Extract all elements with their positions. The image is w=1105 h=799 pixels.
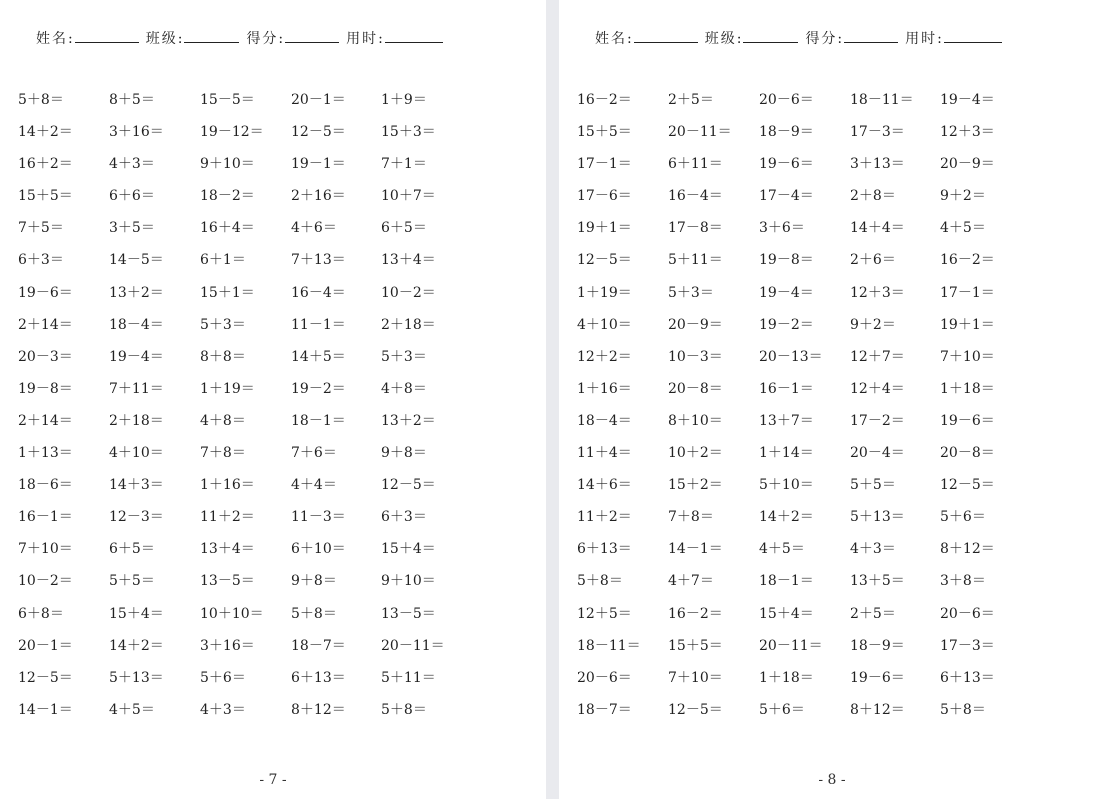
math-problem: 13－5＝ — [200, 573, 255, 590]
math-problem: 1＋19＝ — [200, 380, 255, 397]
math-problem: 6＋1＝ — [200, 252, 246, 269]
math-problem: 20－1＝ — [18, 637, 73, 654]
math-problem: 19－8＝ — [759, 252, 814, 269]
math-problem: 2＋5＝ — [850, 605, 896, 622]
math-problem: 2＋16＝ — [291, 188, 346, 205]
math-problem: 20－13＝ — [759, 348, 823, 365]
math-problem: 5＋3＝ — [381, 348, 427, 365]
time-blank[interactable] — [944, 30, 1002, 43]
page-number: - 7 - — [259, 772, 287, 788]
math-problem: 4＋10＝ — [109, 445, 164, 462]
student-info-header — [36, 28, 450, 48]
math-problem: 18－7＝ — [291, 637, 346, 654]
math-problem: 5＋8＝ — [291, 605, 337, 622]
math-problem: 19－1＝ — [291, 156, 346, 173]
math-problem: 6＋10＝ — [291, 541, 346, 558]
time-blank[interactable] — [385, 30, 443, 43]
math-problem: 11－1＝ — [291, 316, 346, 333]
math-problem: 4＋3＝ — [850, 541, 896, 558]
time-field — [905, 28, 1002, 48]
math-problem: 6＋13＝ — [291, 669, 346, 686]
math-problem: 17－3＝ — [850, 124, 905, 141]
math-problem: 4＋4＝ — [291, 477, 337, 494]
math-problem: 12＋4＝ — [850, 380, 905, 397]
math-problem: 3＋16＝ — [109, 124, 164, 141]
student-info-header — [595, 28, 1009, 48]
math-problem: 1＋19＝ — [577, 284, 632, 301]
math-problem: 13－5＝ — [381, 605, 436, 622]
math-problem: 13＋7＝ — [759, 412, 814, 429]
math-problem: 19－12＝ — [200, 124, 264, 141]
math-problem: 6＋8＝ — [18, 605, 64, 622]
score-blank[interactable] — [285, 30, 339, 43]
score-field — [805, 28, 898, 48]
math-problem: 20－6＝ — [577, 669, 632, 686]
math-problem: 13＋2＝ — [381, 412, 436, 429]
math-problem: 19－2＝ — [759, 316, 814, 333]
math-problem: 14－1＝ — [18, 701, 73, 718]
math-problem: 7＋11＝ — [109, 380, 164, 397]
math-problem: 1＋16＝ — [200, 477, 255, 494]
math-problem: 6＋11＝ — [668, 156, 723, 173]
math-problem: 1＋18＝ — [759, 669, 814, 686]
math-problem: 15＋5＝ — [577, 124, 632, 141]
time-label: 用时: — [346, 31, 385, 47]
math-problem: 7＋8＝ — [668, 509, 714, 526]
math-problem: 4＋7＝ — [668, 573, 714, 590]
math-problem: 19＋1＝ — [940, 316, 995, 333]
math-problem: 12＋2＝ — [577, 348, 632, 365]
math-problem: 5＋11＝ — [381, 669, 436, 686]
math-problem: 19－4＝ — [759, 284, 814, 301]
math-problem: 9＋10＝ — [200, 156, 255, 173]
math-problem: 8＋12＝ — [850, 701, 905, 718]
class-field — [146, 28, 240, 48]
math-problem: 20－11＝ — [668, 124, 732, 141]
math-problem: 15＋3＝ — [381, 124, 436, 141]
class-label: 班级: — [704, 31, 744, 47]
math-problem: 18－4＝ — [577, 412, 632, 429]
math-problem: 15＋1＝ — [200, 284, 255, 301]
math-problem: 17－3＝ — [940, 637, 995, 654]
math-problem: 10－2＝ — [381, 284, 436, 301]
math-problem: 8＋12＝ — [291, 701, 346, 718]
math-problem: 14－1＝ — [668, 541, 723, 558]
math-problem: 11－3＝ — [291, 509, 346, 526]
math-problem: 12－5＝ — [940, 477, 995, 494]
math-problem: 11＋4＝ — [577, 445, 632, 462]
math-problem: 19－6＝ — [940, 412, 995, 429]
math-problem: 5＋5＝ — [850, 477, 896, 494]
math-problem: 14－5＝ — [109, 252, 164, 269]
math-problem: 5＋5＝ — [109, 573, 155, 590]
math-problem: 4＋5＝ — [940, 220, 986, 237]
math-problem: 13＋5＝ — [850, 573, 905, 590]
math-problem: 19－6＝ — [759, 156, 814, 173]
math-problem: 7＋10＝ — [940, 348, 995, 365]
math-problem: 6＋5＝ — [381, 220, 427, 237]
math-problem: 5＋8＝ — [940, 701, 986, 718]
math-problem: 4＋8＝ — [200, 412, 246, 429]
math-problem: 5＋6＝ — [940, 509, 986, 526]
math-problem: 1＋16＝ — [577, 380, 632, 397]
math-problem: 10＋2＝ — [668, 445, 723, 462]
score-label: 得分: — [246, 31, 286, 47]
math-problem: 15＋2＝ — [668, 477, 723, 494]
math-problem: 20－9＝ — [668, 316, 723, 333]
math-problem: 3＋5＝ — [109, 220, 155, 237]
math-problem: 12－3＝ — [109, 509, 164, 526]
math-problem: 18－1＝ — [759, 573, 814, 590]
math-problem: 8＋12＝ — [940, 541, 995, 558]
math-problem: 2＋14＝ — [18, 316, 73, 333]
math-problem: 11＋2＝ — [200, 509, 255, 526]
math-problem: 7＋10＝ — [18, 541, 73, 558]
math-problem: 5＋13＝ — [109, 669, 164, 686]
math-problem: 4＋5＝ — [759, 541, 805, 558]
math-problem: 18－6＝ — [18, 477, 73, 494]
class-label: 班级: — [145, 31, 185, 47]
math-problem: 16－1＝ — [759, 380, 814, 397]
math-problem: 5＋8＝ — [381, 701, 427, 718]
math-problem: 1＋9＝ — [381, 92, 427, 108]
math-problem: 20－8＝ — [940, 445, 995, 462]
math-problem: 9＋2＝ — [850, 316, 896, 333]
math-problem: 3＋8＝ — [940, 573, 986, 590]
math-problem: 18－11＝ — [850, 92, 914, 108]
math-problem: 4＋8＝ — [381, 380, 427, 397]
name-blank[interactable] — [75, 30, 139, 43]
math-problem: 10＋7＝ — [381, 188, 436, 205]
math-problem: 9＋8＝ — [381, 445, 427, 462]
worksheet-page-8 — [559, 0, 1105, 799]
math-problem: 3＋13＝ — [850, 156, 905, 173]
math-problem: 18－7＝ — [577, 701, 632, 718]
math-problem: 19－6＝ — [850, 669, 905, 686]
math-problem: 6＋6＝ — [109, 188, 155, 205]
math-problem: 19－8＝ — [18, 380, 73, 397]
math-problem: 15＋5＝ — [18, 188, 73, 205]
math-problem: 12＋3＝ — [940, 124, 995, 141]
math-problem: 17－1＝ — [577, 156, 632, 173]
math-problem: 20－1＝ — [291, 92, 346, 108]
math-problem: 15－5＝ — [200, 92, 255, 108]
math-problem: 5＋3＝ — [668, 284, 714, 301]
math-problem: 4＋3＝ — [200, 701, 246, 718]
math-problem: 20－4＝ — [850, 445, 905, 462]
math-problem: 18－2＝ — [200, 188, 255, 205]
math-problem: 13＋4＝ — [200, 541, 255, 558]
math-problem: 17－4＝ — [759, 188, 814, 205]
math-problem: 15＋4＝ — [759, 605, 814, 622]
math-problem: 1＋13＝ — [18, 445, 73, 462]
math-problem: 10＋10＝ — [200, 605, 264, 622]
math-problem: 16－2＝ — [577, 92, 632, 108]
math-problem: 19＋1＝ — [577, 220, 632, 237]
math-problem: 19－4＝ — [940, 92, 995, 108]
math-problem: 15＋5＝ — [668, 637, 723, 654]
math-problem: 6＋5＝ — [109, 541, 155, 558]
name-field — [36, 28, 139, 48]
math-problem: 12＋3＝ — [850, 284, 905, 301]
math-problem: 11＋2＝ — [577, 509, 632, 526]
math-problem: 16－4＝ — [291, 284, 346, 301]
math-problem: 20－6＝ — [759, 92, 814, 108]
math-problem: 18－9＝ — [759, 124, 814, 141]
math-problem: 5＋11＝ — [668, 252, 723, 269]
math-problem: 14＋4＝ — [850, 220, 905, 237]
class-field — [705, 28, 799, 48]
math-problem: 18－11＝ — [577, 637, 641, 654]
math-problem: 7＋8＝ — [200, 445, 246, 462]
math-problem: 6＋3＝ — [381, 509, 427, 526]
math-problem: 20－6＝ — [940, 605, 995, 622]
math-problem: 16－4＝ — [668, 188, 723, 205]
class-blank[interactable] — [743, 30, 798, 43]
math-problem: 5＋6＝ — [759, 701, 805, 718]
math-problem: 5＋3＝ — [200, 316, 246, 333]
math-problem: 6＋13＝ — [577, 541, 632, 558]
math-problem: 6＋3＝ — [18, 252, 64, 269]
math-problem: 12－5＝ — [668, 701, 723, 718]
math-problem: 8＋5＝ — [109, 92, 155, 108]
math-problem: 18－9＝ — [850, 637, 905, 654]
math-problem: 9＋2＝ — [940, 188, 986, 205]
math-problem: 14＋2＝ — [759, 509, 814, 526]
math-problem: 16－1＝ — [18, 509, 73, 526]
math-problem: 16＋2＝ — [18, 156, 73, 173]
math-problem: 7＋6＝ — [291, 445, 337, 462]
class-blank[interactable] — [184, 30, 239, 43]
math-problem: 15＋4＝ — [109, 605, 164, 622]
math-problem: 2＋8＝ — [850, 188, 896, 205]
math-problem: 1＋14＝ — [759, 445, 814, 462]
math-problem: 16－2＝ — [668, 605, 723, 622]
time-field — [346, 28, 443, 48]
name-label: 姓名: — [595, 31, 634, 47]
math-problem: 5＋8＝ — [577, 573, 623, 590]
math-problem: 6＋13＝ — [940, 669, 995, 686]
math-problem: 14＋2＝ — [18, 124, 73, 141]
math-problem: 4＋6＝ — [291, 220, 337, 237]
math-problem: 2＋18＝ — [381, 316, 436, 333]
math-problem: 5＋8＝ — [18, 92, 64, 108]
math-problem: 20－8＝ — [668, 380, 723, 397]
math-problem: 17－8＝ — [668, 220, 723, 237]
math-problem: 3＋6＝ — [759, 220, 805, 237]
time-label: 用时: — [905, 31, 944, 47]
math-problem: 14＋5＝ — [291, 348, 346, 365]
math-problem: 7＋10＝ — [668, 669, 723, 686]
math-problem: 19－6＝ — [18, 284, 73, 301]
math-problem: 9＋10＝ — [381, 573, 436, 590]
problem-grid — [577, 90, 1030, 732]
name-blank[interactable] — [634, 30, 698, 43]
math-problem: 7＋13＝ — [291, 252, 346, 269]
math-problem: 16＋4＝ — [200, 220, 255, 237]
math-problem: 13＋2＝ — [109, 284, 164, 301]
math-problem: 17－6＝ — [577, 188, 632, 205]
worksheet-page-7 — [0, 0, 546, 799]
math-problem: 9＋8＝ — [291, 573, 337, 590]
math-problem: 14＋2＝ — [109, 637, 164, 654]
math-problem: 14＋3＝ — [109, 477, 164, 494]
score-blank[interactable] — [844, 30, 898, 43]
math-problem: 1＋18＝ — [940, 380, 995, 397]
math-problem: 20－3＝ — [18, 348, 73, 365]
math-problem: 2＋5＝ — [668, 92, 714, 108]
math-problem: 2＋14＝ — [18, 412, 73, 429]
math-problem: 2＋6＝ — [850, 252, 896, 269]
problem-grid — [18, 90, 471, 732]
math-problem: 12－5＝ — [291, 124, 346, 141]
math-problem: 12＋5＝ — [577, 605, 632, 622]
math-problem: 12＋7＝ — [850, 348, 905, 365]
score-field — [246, 28, 339, 48]
math-problem: 5＋13＝ — [850, 509, 905, 526]
math-problem: 14＋6＝ — [577, 477, 632, 494]
math-problem: 8＋10＝ — [668, 412, 723, 429]
math-problem: 12－5＝ — [381, 477, 436, 494]
math-problem: 17－1＝ — [940, 284, 995, 301]
math-problem: 4＋10＝ — [577, 316, 632, 333]
math-problem: 20－11＝ — [381, 637, 445, 654]
math-problem: 12－5＝ — [18, 669, 73, 686]
math-problem: 4＋5＝ — [109, 701, 155, 718]
math-problem: 18－4＝ — [109, 316, 164, 333]
math-problem: 20－9＝ — [940, 156, 995, 173]
name-label: 姓名: — [36, 31, 75, 47]
math-problem: 10－3＝ — [668, 348, 723, 365]
math-problem: 7＋1＝ — [381, 156, 427, 173]
math-problem: 16－2＝ — [940, 252, 995, 269]
math-problem: 17－2＝ — [850, 412, 905, 429]
math-problem: 20－11＝ — [759, 637, 823, 654]
math-problem: 4＋3＝ — [109, 156, 155, 173]
math-problem: 7＋5＝ — [18, 220, 64, 237]
math-problem: 13＋4＝ — [381, 252, 436, 269]
math-problem: 2＋18＝ — [109, 412, 164, 429]
math-problem: 10－2＝ — [18, 573, 73, 590]
math-problem: 3＋16＝ — [200, 637, 255, 654]
math-problem: 5＋10＝ — [759, 477, 814, 494]
name-field — [595, 28, 698, 48]
math-problem: 8＋8＝ — [200, 348, 246, 365]
math-problem: 18－1＝ — [291, 412, 346, 429]
math-problem: 15＋4＝ — [381, 541, 436, 558]
math-problem: 5＋6＝ — [200, 669, 246, 686]
score-label: 得分: — [805, 31, 845, 47]
math-problem: 12－5＝ — [577, 252, 632, 269]
math-problem: 19－2＝ — [291, 380, 346, 397]
math-problem: 19－4＝ — [109, 348, 164, 365]
page-number: - 8 - — [818, 772, 846, 788]
